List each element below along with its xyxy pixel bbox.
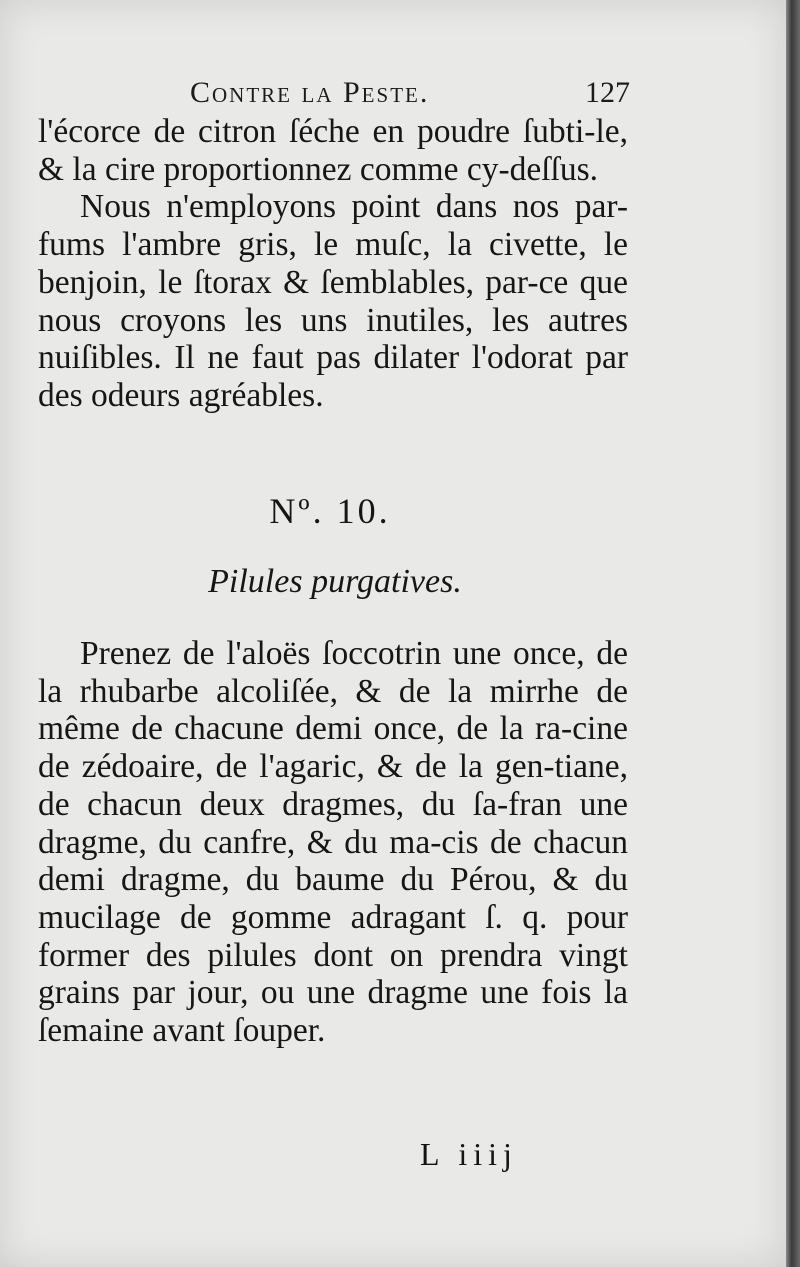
paragraph-recipe: Prenez de l'aloës ſoccotrin une once, de la rhubarbe alcoliſée, & de la mirrhe de même de chacune demi once, de la ra-cine de zédoaire, de l'agaric, & de la gen-tiane, de chacun deux dragmes, du ſa-fran une dragme, du canfre, & du ma-cis de chacun demi dragme, du baume du Pérou, & du mucilage de gomme adragant ſ. q. pour former des pilules dont on prendra vingt grains par jour, ou une dragme une fois la ſemaine avant ſouper. [38, 635, 628, 1050]
page-edge [786, 0, 800, 1267]
page-number: 127 [585, 76, 630, 109]
running-title: Contre la Peste. [190, 76, 430, 109]
text-block-recipe [38, 635, 628, 1050]
text-block-top [38, 113, 628, 415]
paragraph-continuation: l'écorce de citron ſéche en poudre ſubti-le, & la cire proportionnez comme cy-deſſus. [38, 113, 628, 188]
paragraph-perfumes: Nous n'employons point dans nos par-fums l'ambre gris, le muſc, la civette, le benjoin, le ſtorax & ſemblables, par-ce que nous croyons les uns inutiles, les autres nuiſibles. Il ne faut pas dilater l'odorat par des odeurs agréables. [38, 188, 628, 414]
section-number: Nº. 10. [269, 491, 391, 531]
signature-mark: L iiij [420, 1136, 518, 1172]
section-title: Pilules purgatives. [208, 563, 462, 600]
